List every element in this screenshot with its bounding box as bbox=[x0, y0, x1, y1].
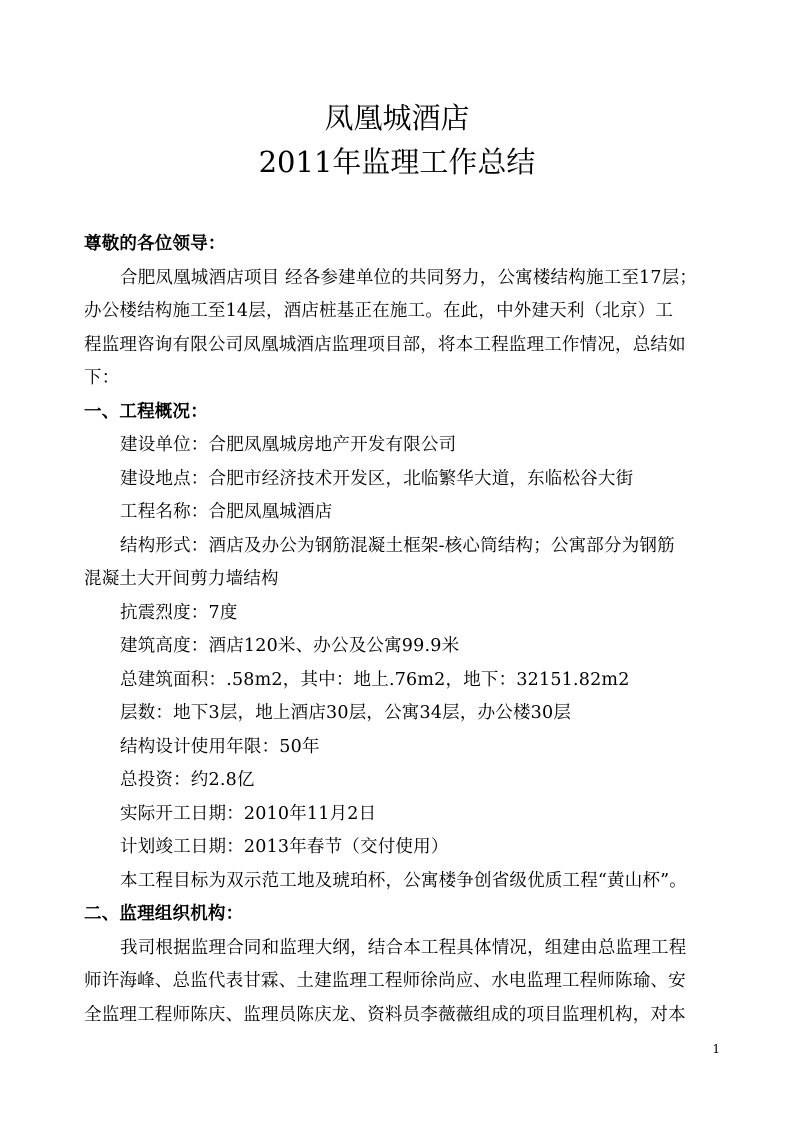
intro-line: 程监理咨询有限公司凤凰城酒店监理项目部，将本工程监理工作情况，总结如 bbox=[84, 334, 686, 355]
overview-line: 建筑高度：酒店120米、办公及公寓99.9米 bbox=[120, 636, 460, 656]
overview-line: 计划竣工日期：2013年春节（交付使用） bbox=[120, 837, 449, 857]
greeting: 尊敬的各位领导： bbox=[84, 234, 226, 254]
overview-line: 混凝土大开间剪力墙结构 bbox=[84, 569, 279, 589]
organization-line: 师许海峰、总监代表甘霖、土建监理工程师徐尚应、水电监理工程师陈瑜、安 bbox=[84, 971, 686, 991]
organization-line: 我司根据监理合同和监理大纲，结合本工程具体情况，组建由总监理工程 bbox=[120, 937, 687, 958]
document-subtitle: 2011年监理工作总结 bbox=[258, 145, 536, 179]
overview-line: 工程名称：合肥凤凰城酒店 bbox=[120, 502, 333, 522]
overview-line: 建设地点：合肥市经济技术开发区，北临繁华大道，东临松谷大街 bbox=[120, 468, 634, 489]
intro-line: 下： bbox=[84, 368, 120, 388]
intro-line: 办公楼结构施工至14层，酒店桩基正在施工。在此，中外建天利（北京）工 bbox=[84, 301, 674, 321]
overview-line: 结构形式：酒店及办公为钢筋混凝土框架-核心筒结构；公寓部分为钢筋 bbox=[120, 535, 675, 556]
document-title: 凤凰城酒店 bbox=[324, 101, 470, 135]
section-heading-overview: 一、工程概况： bbox=[84, 401, 208, 422]
overview-line: 结构设计使用年限：50年 bbox=[120, 736, 320, 757]
overview-line: 总投资：约2.8亿 bbox=[120, 770, 255, 790]
document-body bbox=[84, 228, 716, 1032]
section-heading-organization: 二、监理组织机构： bbox=[84, 904, 244, 924]
page-number: 1 bbox=[712, 1042, 720, 1056]
overview-line: 实际开工日期：2010年11月2日 bbox=[120, 803, 377, 824]
overview-line: 总建筑面积：.58m2，其中：地上.76m2，地下：32151.82m2 bbox=[120, 669, 630, 690]
overview-line: 层数：地下3层，地上酒店30层，公寓34层，办公楼30层 bbox=[120, 703, 572, 723]
overview-line: 建设单位：合肥凤凰城房地产开发有限公司 bbox=[120, 435, 457, 455]
intro-line: 合肥凤凰城酒店项目 经各参建单位的共同努力，公寓楼结构施工至17层； bbox=[120, 267, 698, 288]
overview-line: 抗震烈度：7度 bbox=[120, 602, 238, 623]
overview-line: 本工程目标为双示范工地及琥珀杯，公寓楼争创省级优质工程“黄山杯”。 bbox=[120, 870, 687, 891]
organization-line: 全监理工程师陈庆、监理员陈庆龙、资料员李薇薇组成的项目监理机构，对本 bbox=[84, 1004, 686, 1025]
